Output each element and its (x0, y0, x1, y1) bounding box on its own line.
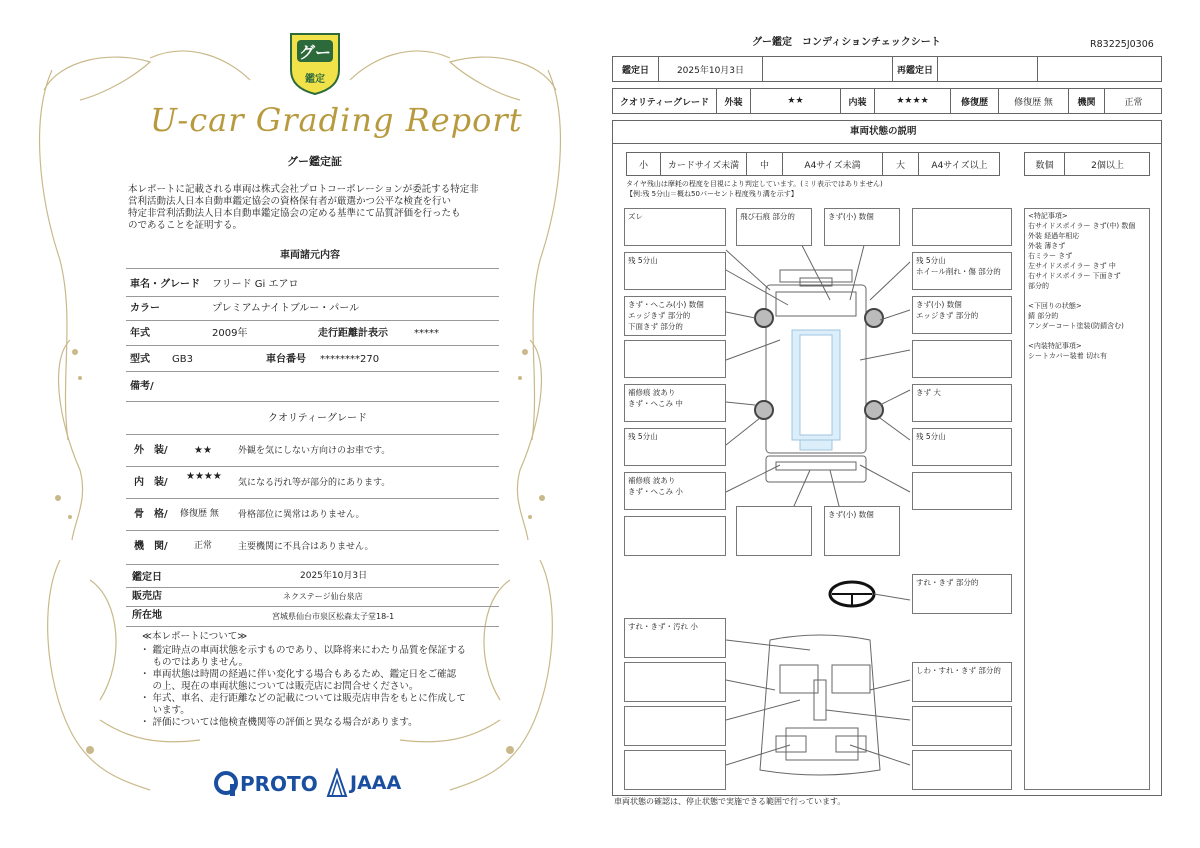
name-value: フリード Gi エアロ (212, 279, 299, 290)
special-note: 外装 経過年相応 (1028, 232, 1080, 240)
year-label: 年式 (130, 328, 150, 339)
size-large: 大 (883, 153, 919, 175)
store-value: ネクステージ仙台泉店 (283, 592, 363, 601)
note-box (624, 516, 726, 556)
sheet-title: グー鑑定 コンディションチェックシート (752, 37, 941, 48)
condition-check-sheet (600, 0, 1200, 848)
appraisal-date-value: 2025年10月3日 (300, 571, 368, 581)
int-label: 内装 (841, 89, 875, 113)
note-box (912, 384, 1012, 422)
note-box (912, 662, 1012, 702)
odo-label: 走行距離計表示 (318, 328, 388, 339)
report-id: R83225J0306 (1090, 39, 1154, 50)
special-note: <特記事項> (1028, 212, 1068, 220)
note-box (824, 208, 900, 246)
repair-label: 修復歴 (951, 89, 999, 113)
note-box (912, 472, 1012, 510)
note-line: います。 (140, 705, 190, 716)
note-text: 残 5分山 (916, 432, 946, 441)
note-text: きず・へこみ 小 (628, 487, 683, 496)
specs-heading: 車両諸元内容 (280, 250, 340, 261)
note-line: ・ 車両状態は時間の経過に伴い変化する場合もあるため、鑑定日をご確認 (140, 669, 457, 680)
special-note: <下回りの状態> (1028, 302, 1082, 310)
plate-label: 車台番号 (266, 354, 306, 365)
cert-line: のであることを証明する。 (128, 220, 243, 231)
jaaa-logo-text: JAAA (350, 772, 402, 794)
engine-value: 正常 (1124, 97, 1143, 108)
note-box (912, 428, 1012, 466)
note-text: 残 5分山 (916, 256, 946, 265)
divider (126, 564, 499, 565)
note-text: きず 大 (916, 388, 941, 397)
divider (126, 434, 499, 435)
cert-line: 営利活動法人日本自動車鑑定協会の資格保有者が厳選かつ公平な検査を行い (128, 196, 452, 207)
special-note: 右サイドスポイラー きず(中) 数個 (1028, 222, 1136, 230)
svg-text:グー: グー (298, 43, 332, 62)
quality-frame-desc: 骨格部位に異常はありません。 (238, 510, 365, 520)
repair-value: 修復歴 無 (999, 89, 1069, 113)
address-label: 所在地 (132, 610, 162, 621)
ext-value: ★★ (751, 89, 841, 113)
size-large-desc: A4サイズ以上 (931, 160, 988, 171)
divider (126, 530, 499, 531)
special-note: <内装特記事項> (1028, 342, 1082, 350)
note-box (912, 208, 1012, 246)
year-value: 2009年 (212, 328, 248, 339)
note-text: 補修痕 波あり (628, 476, 676, 485)
note-text: 補修痕 波あり (628, 388, 676, 397)
special-note: 左サイドスポイラー きず 中 (1028, 262, 1116, 270)
note-text: きず・へこみ 中 (628, 399, 683, 408)
remarks-label: 備考/ (130, 381, 154, 392)
divider (126, 371, 499, 372)
note-box (912, 750, 1012, 790)
special-note: 右サイドスポイラー 下面きず (1028, 272, 1121, 280)
model-label: 型式 (130, 354, 150, 365)
special-note: シートカバー装着 切れ有 (1028, 352, 1108, 360)
jaaa-logo-icon (326, 768, 348, 798)
svg-text:鑑定: 鑑定 (305, 74, 325, 85)
quality-frame-value: 修復歴 無 (180, 509, 219, 519)
note-text: ズレ (628, 212, 643, 221)
note-box (624, 706, 726, 746)
count-desc: 2個以上 (1091, 160, 1124, 171)
quality-heading: クオリティーグレード (268, 413, 367, 424)
note-box (624, 208, 726, 246)
int-value: ★★★★ (875, 89, 951, 113)
footer-note: 車両状態の確認は、停止状態で実施できる範囲で行っています。 (614, 797, 846, 806)
note-box (624, 662, 726, 702)
special-note: 部分的 (1028, 282, 1049, 290)
note-text: すれ・きず・汚れ 小 (628, 622, 698, 631)
count-label: 数個 (1025, 153, 1065, 175)
quality-engine-value: 正常 (194, 541, 213, 551)
special-note (1028, 291, 1146, 301)
special-note (1028, 331, 1146, 341)
plate-value: ********270 (320, 354, 380, 365)
size-small-desc: カードサイズ未満 (661, 153, 747, 175)
note-box (912, 252, 1012, 290)
note-text: ホイール削れ・傷 部分的 (916, 267, 1001, 276)
note-box (912, 296, 1012, 334)
divider (126, 606, 499, 607)
divider (126, 626, 499, 627)
special-note: アンダーコート塗装(防錆含む) (1028, 322, 1124, 330)
divider (126, 296, 499, 297)
proto-logo-icon (214, 770, 240, 798)
note-line: の上、現在の車両状態については販売店にお問合せください。 (140, 681, 419, 692)
note-text: 飛び石痕 部分的 (740, 212, 795, 221)
note-text: エッジきず 部分的 (916, 311, 979, 320)
special-note: 右ミラー きず (1028, 252, 1073, 260)
note-text: しわ・すれ・きず 部分的 (916, 666, 1001, 675)
note-box (736, 208, 812, 246)
special-note: 外装 薄きず (1028, 242, 1066, 250)
note-box (624, 618, 726, 658)
date-value: 2025年10月3日 (659, 57, 763, 81)
color-value: プレミアムナイトブルー・パール (212, 303, 360, 314)
address-value: 宮城県仙台市泉区松森太子堂18-1 (272, 612, 395, 621)
quality-engine-desc: 主要機関に不具合はありません。 (238, 542, 374, 552)
divider (126, 268, 499, 269)
special-notes-box (1024, 208, 1150, 790)
divider (126, 345, 499, 346)
note-text: きず(小) 数個 (916, 300, 962, 309)
color-label: カラー (130, 303, 160, 314)
quality-ext-value: ★★ (194, 445, 212, 456)
name-label: 車名・グレード (130, 279, 200, 290)
note-box (624, 750, 726, 790)
note-line: ・ 鑑定時点の車両状態を示すものであり、以降将来にわたり品質を保証する (140, 645, 467, 656)
date-label: 鑑定日 (613, 57, 659, 81)
notes-heading: ≪本レポートについて≫ (142, 631, 248, 642)
size-medium: 中 (747, 153, 783, 175)
note-box (624, 472, 726, 510)
divider (126, 320, 499, 321)
note-text: 残 5分山 (628, 256, 658, 265)
note-line: ・ 評価については他検査機関等の評価と異なる場合があります。 (140, 717, 418, 728)
state-heading: 車両状態の説明 (850, 126, 917, 137)
quality-int-value: ★★★★ (186, 471, 222, 482)
odo-value: ***** (414, 328, 439, 339)
ext-label: 外装 (717, 89, 751, 113)
note-text: すれ・きず 部分的 (916, 578, 979, 587)
quality-ext-desc: 外観を気にしない方向けのお車です。 (238, 446, 391, 456)
note-text: エッジきず 部分的 (628, 311, 691, 320)
cert-text (128, 184, 479, 232)
size-small: 小 (627, 153, 661, 175)
notes-list (140, 645, 466, 729)
note-box (824, 506, 900, 556)
note-line: ものではありません。 (140, 657, 249, 668)
model-value: GB3 (172, 354, 193, 365)
note-box (912, 574, 1012, 614)
note-box (624, 428, 726, 466)
note-box (912, 706, 1012, 746)
note-text: 残 5分山 (628, 432, 658, 441)
quality-frame-label: 骨 格/ (134, 509, 168, 520)
note-text: 下面きず 部分的 (628, 322, 683, 331)
special-note: 錆 部分的 (1028, 312, 1059, 320)
report-title: U-car Grading Report (150, 101, 523, 139)
note-text: きず(小) 数個 (828, 212, 874, 221)
quality-int-label: 内 装/ (134, 477, 168, 488)
note-box (624, 340, 726, 378)
divider (126, 466, 499, 467)
note-box (624, 252, 726, 290)
quality-ext-label: 外 装/ (134, 445, 168, 456)
goo-appraisal-logo-icon (287, 30, 343, 96)
proto-logo-text: PROTO (240, 772, 318, 796)
note-box (624, 384, 726, 422)
note-box (912, 340, 1012, 378)
quality-label: クオリティーグレード (613, 89, 717, 113)
note-box (624, 296, 726, 336)
reappraisal-label: 再鑑定日 (893, 57, 938, 81)
appraisal-date-label: 鑑定日 (132, 572, 162, 583)
tire-note-1: タイヤ残山は摩耗の程度を目視により判定しています。(ミリ表示ではありません) (626, 180, 883, 188)
cert-line: 特定非営利活動法人日本自動車鑑定協会の定める基準にて品質評価を行ったも (128, 208, 461, 219)
size-medium-desc: A4サイズ未満 (783, 153, 883, 175)
note-text: きず(小) 数個 (828, 510, 874, 519)
engine-label: 機関 (1069, 89, 1105, 113)
divider (126, 401, 499, 402)
divider (126, 498, 499, 499)
cert-line: 本レポートに記載される車両は株式会社プロトコーポレーションが委託する特定非 (128, 184, 479, 195)
note-box (736, 506, 812, 556)
note-line: ・ 年式、車名、走行距離などの記載については販売店申告をもとに作成して (140, 693, 466, 704)
cert-heading: グー鑑定証 (287, 155, 342, 168)
store-label: 販売店 (132, 591, 162, 602)
quality-engine-label: 機 関/ (134, 541, 168, 552)
note-text: きず・へこみ(小) 数個 (628, 300, 704, 309)
quality-int-desc: 気になる汚れ等が部分的にあります。 (238, 478, 391, 488)
tire-note-2: 【例:残 5分山＝概ね50パーセント程度残り溝を示す】 (626, 190, 798, 198)
divider (126, 587, 499, 588)
